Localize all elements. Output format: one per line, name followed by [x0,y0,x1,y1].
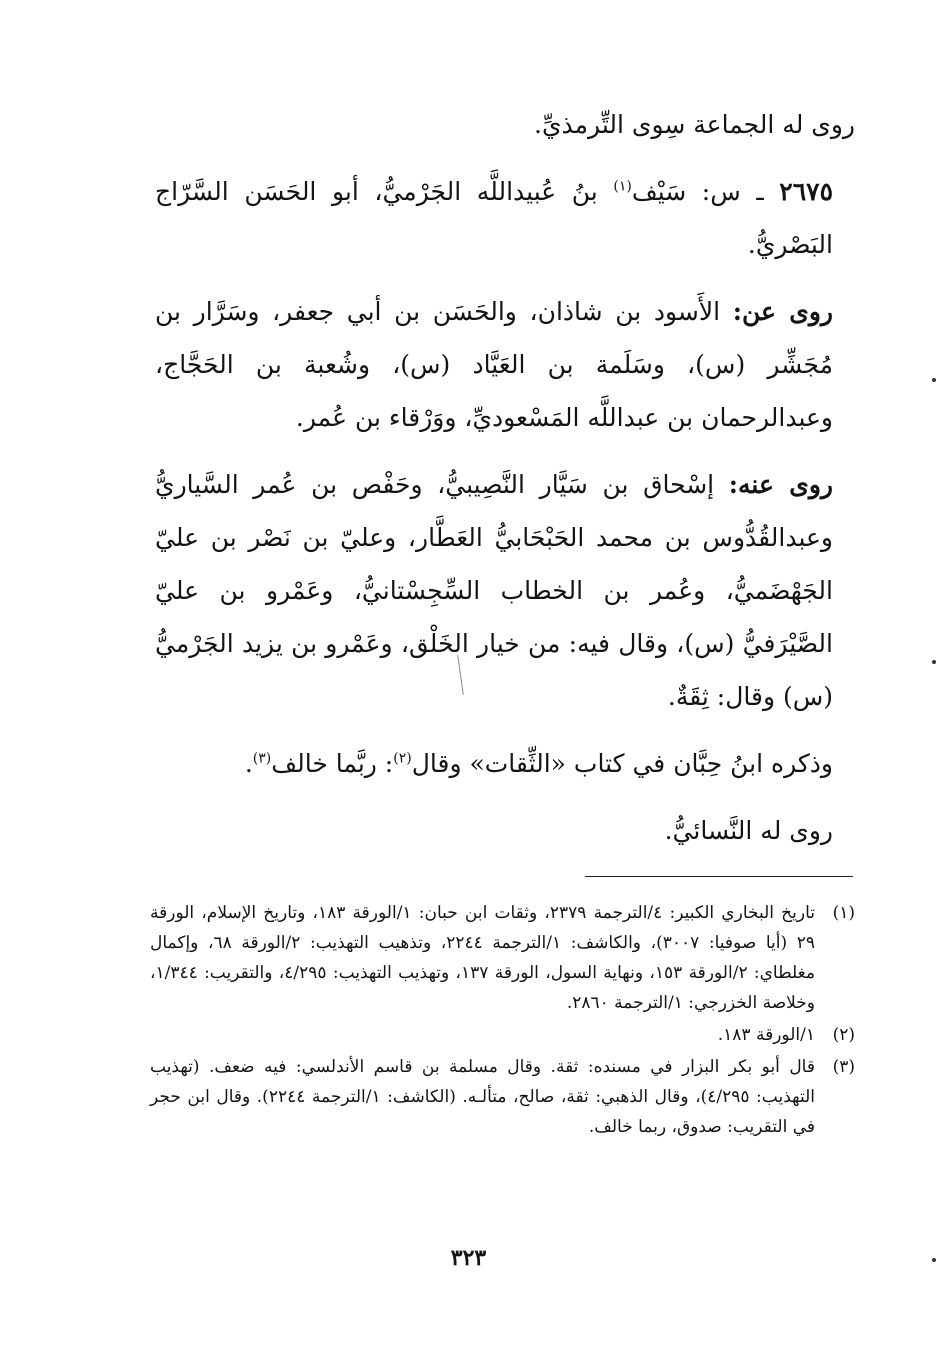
footnote-3-text: قال أبو بكر البزار في مسنده: ثقة. وقال مسلمة بن قاسم الأندلسي: فيه ضعف. (تهذيب التهذيب: ٤/٢٩٥)، وقال الذهبي: ثقة، صالح، متألـه. (الكاشف: ١/الترجمة ٢٢٤٤). وقال ابن حجر في التقريب: صدوق، ربما خالف. [150,1057,815,1137]
page-number: ٣٢٣ [450,1245,487,1271]
nasai-text: روى له النَّسائيُّ. [664,816,833,845]
footnotes [150,898,855,1144]
narrated-by-text: إسْحاق بن سَيَّار النَّصِيبيُّ، وحَفْص بن عُمر السَّياريُّ وعبدالقُدُّوس بن محمد الحَبْحَابيُّ العَطَّار، وعليّ بن نَصْر بن عليّ الجَهْضَميُّ، وعُمر بن الخطاب السِّجِسْتانيُّ، وعَمْرو بن عليّ الصَّيْرَفيُّ (س)، وقال فيه: من خيار الخَلْق، وعَمْرو بن يزيد الجَرْميُّ (س) وقال: ثِقَةٌ. [155,470,833,711]
ibn-hibban-text: وذكره ابنُ حِبَّان في كتاب «الثِّقات» وقال [411,749,833,778]
main-text [155,98,855,871]
footnote-ref-1[interactable]: (١) [613,178,632,195]
scan-dot-2 [932,660,936,664]
narrated-by-label: روى عنه: [728,470,833,499]
footnote-ref-2[interactable]: (٢) [393,750,412,767]
nasai-paragraph [155,804,855,857]
footnote-1-text: تاريخ البخاري الكبير: ٤/الترجمة ٢٣٧٩، وثقات ابن حبان: ١/الورقة ١٨٣، وتاريخ الإسلام، الورقة ٢٩ (أيا صوفيا: ٣٠٠٧)، والكاشف: ١/الترجمة ٢٢٤٤، وتذهيب التهذيب: ٢/الورقة ٦٨، وإكمال مغلطاي: ٢/الورقة ١٥٣، ونهاية السول، الورقة ١٣٧، وتهذيب التهذيب: ٤/٢٩٥، والتقريب: ١/٣٤٤، وخلاصة الخزرجي: ١/الترجمة ٢٨٦٠. [150,903,815,1013]
entry-number: ٢٦٧٥ [779,177,833,206]
footnote-2-text: ١/الورقة ١٨٣. [717,1025,815,1045]
footnote-ref-3[interactable]: (٣) [252,750,272,767]
footnote-separator [585,876,853,877]
narrators-text: روى له الجماعة سِوى التِّرمذيِّ. [534,110,855,139]
entry-heading: ـ س: سَيْف [631,177,780,206]
footnote-2-number: (٢) [832,1025,855,1045]
scan-dot-1 [932,378,936,382]
footnote-2 [150,1020,855,1050]
narrated-from-label: روى عن: [732,297,834,326]
narrators-note [155,98,855,151]
scan-dot-3 [932,1258,936,1262]
biography-entry [155,165,855,271]
narrated-by-paragraph [155,458,855,723]
ibn-hibban-paragraph [155,737,855,790]
footnote-3-number: (٣) [832,1057,855,1077]
footnote-1 [150,898,855,1018]
entry-heading-rest: بنُ عُبيداللَّه الجَرْميُّ، أبو الحَسَن السَّرّاج البَصْريُّ. [155,177,833,259]
footnote-1-number: (١) [832,903,855,923]
narrated-from-text: الأَسود بن شاذان، والحَسَن بن أبي جعفر، وسَرَّار بن مُجَشِّر (س)، وسَلَمة بن العَيَّاد (س)، وشُعبة بن الحَجَّاج، وعبدالرحمان بن عبداللَّه المَسْعوديِّ، ووَرْقاء بن عُمر. [155,297,833,432]
footnote-3 [150,1052,855,1142]
narrated-from-paragraph [155,285,855,444]
ibn-hibban-text-3: . [244,749,253,778]
ibn-hibban-text-2: : ربَّما خالف [271,749,394,778]
